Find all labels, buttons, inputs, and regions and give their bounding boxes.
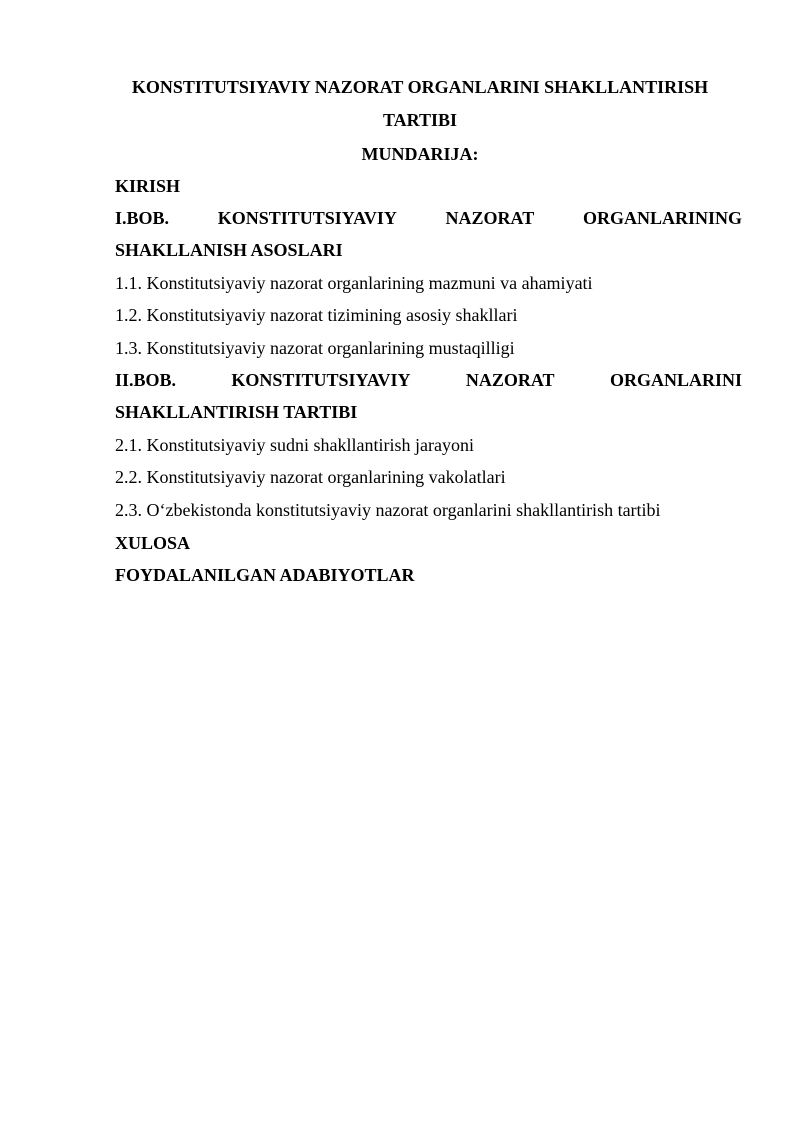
toc-section-1-2: 1.2. Konstitutsiyaviy nazorat tizimining asosiy shakllari xyxy=(115,305,518,325)
toc-item-conclusion: XULOSA xyxy=(115,533,191,553)
chapter-2-word: II.BOB. xyxy=(115,370,177,390)
chapter-2-word: ORGANLARINI xyxy=(609,370,742,390)
toc-item-references: FOYDALANILGAN ADABIYOTLAR xyxy=(115,565,415,585)
document-title-line-1: KONSTITUTSIYAVIY NAZORAT ORGANLARINI SHAKLLANTIRISH xyxy=(131,77,709,97)
chapter-1-word: NAZORAT xyxy=(445,208,535,228)
toc-chapter-2-heading xyxy=(115,369,742,391)
document-title-line-2: TARTIBI xyxy=(382,110,458,130)
chapter-1-word: I.BOB. xyxy=(115,208,170,228)
toc-chapter-1-continuation: SHAKLLANISH ASOSLARI xyxy=(115,240,343,260)
toc-item-intro: KIRISH xyxy=(115,176,181,196)
chapter-1-word: KONSTITUTSIYAVIY xyxy=(217,208,397,228)
toc-section-2-1: 2.1. Konstitutsiyaviy sudni shakllantirish jarayoni xyxy=(115,435,474,455)
toc-section-2-3: 2.3. O‘zbekistonda konstitutsiyaviy nazorat organlarini shakllantirish tartibi xyxy=(115,500,661,520)
chapter-2-word: KONSTITUTSIYAVIY xyxy=(231,370,411,390)
chapter-1-word: ORGANLARINING xyxy=(582,208,742,228)
toc-chapter-1-heading xyxy=(115,207,742,229)
toc-section-1-1: 1.1. Konstitutsiyaviy nazorat organlarining mazmuni va ahamiyati xyxy=(115,273,593,293)
toc-section-1-3: 1.3. Konstitutsiyaviy nazorat organlarining mustaqilligi xyxy=(115,338,515,358)
toc-heading: MUNDARIJA: xyxy=(361,144,479,164)
toc-chapter-2-continuation: SHAKLLANTIRISH TARTIBI xyxy=(115,402,358,422)
toc-section-2-2: 2.2. Konstitutsiyaviy nazorat organlarining vakolatlari xyxy=(115,467,506,487)
chapter-2-word: NAZORAT xyxy=(465,370,555,390)
